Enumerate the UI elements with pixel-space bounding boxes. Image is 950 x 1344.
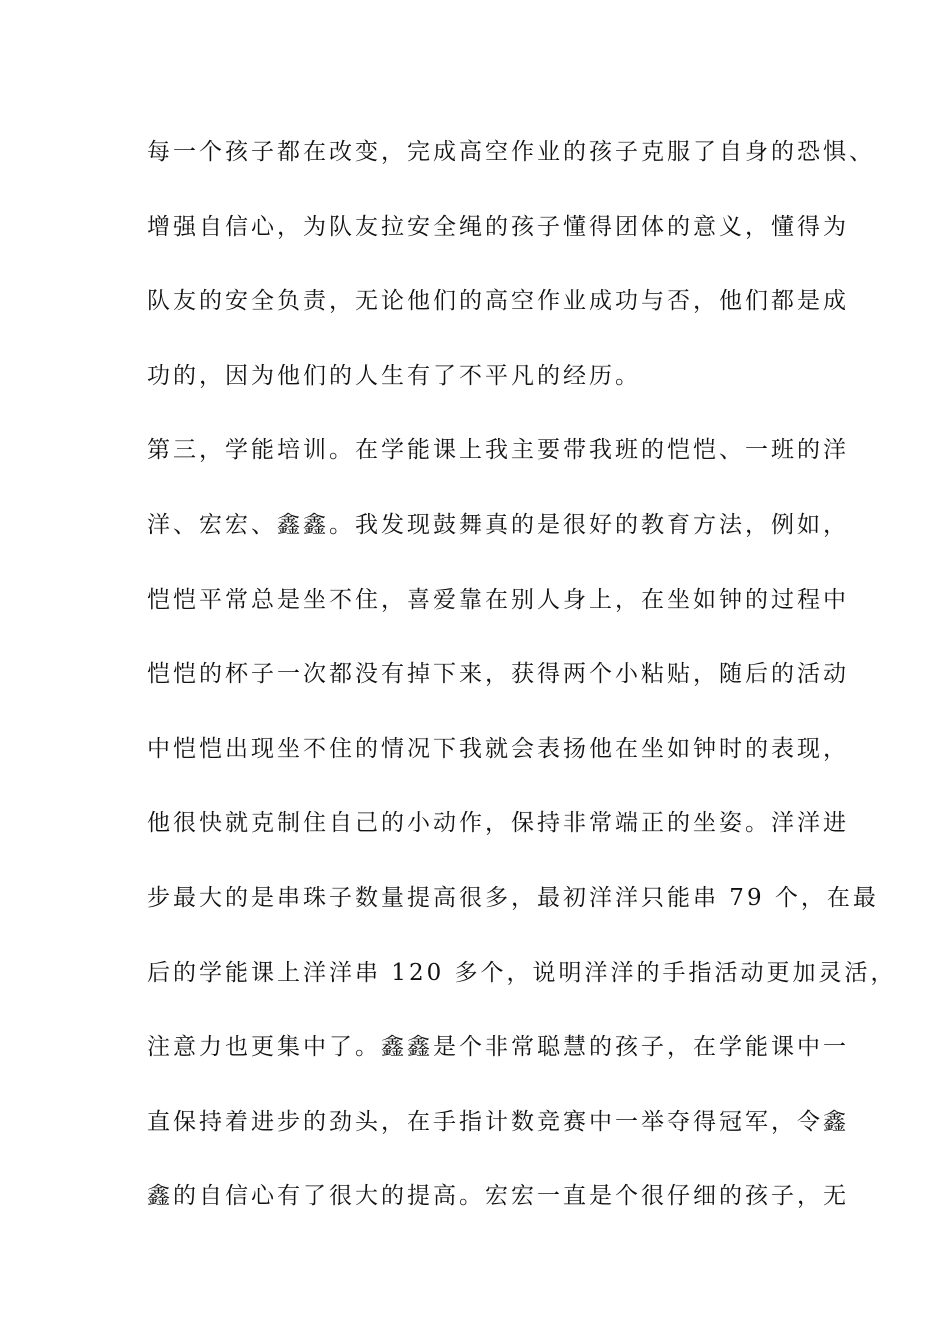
text-line: 恺恺的杯子一次都没有掉下来，获得两个小粘贴，随后的活动 (147, 661, 849, 688)
text-line: 中恺恺出现坐不住的情况下我就会表扬他在坐如钟时的表现， (147, 735, 849, 762)
text-line: 每一个孩子都在改变，完成高空作业的孩子克服了自身的恐惧、 (147, 139, 875, 165)
text-line: 直保持着进步的劲头，在手指计数竞赛中一举夺得冠军，令鑫 (147, 1108, 849, 1135)
text-line: 洋、宏宏、鑫鑫。我发现鼓舞真的是很好的教育方法，例如， (147, 511, 849, 538)
text-line: 恺恺平常总是坐不住，喜爱靠在别人身上，在坐如钟的过程中 (147, 586, 849, 613)
text-line: 鑫的自信心有了很大的提高。宏宏一直是个很仔细的孩子，无 (147, 1183, 849, 1210)
text-line: 步最大的是串珠子数量提高很多，最初洋洋只能串 79 个，在最 (147, 884, 879, 911)
text-line: 第三，学能培训。在学能课上我主要带我班的恺恺、一班的洋 (147, 437, 849, 464)
document-body (147, 132, 897, 1251)
text-line: 队友的安全负责，无论他们的高空作业成功与否，他们都是成 (147, 288, 849, 315)
text-line: 他很快就克制住自己的小动作，保持非常端正的坐姿。洋洋进 (147, 810, 849, 837)
text-line: 注意力也更集中了。鑫鑫是个非常聪慧的孩子，在学能课中一 (147, 1034, 849, 1061)
text-line: 后的学能课上洋洋串 120 多个，说明洋洋的手指活动更加灵活， (147, 959, 897, 986)
text-line: 增强自信心，为队友拉安全绳的孩子懂得团体的意义，懂得为 (147, 213, 849, 240)
text-line: 功的，因为他们的人生有了不平凡的经历。 (147, 362, 641, 389)
